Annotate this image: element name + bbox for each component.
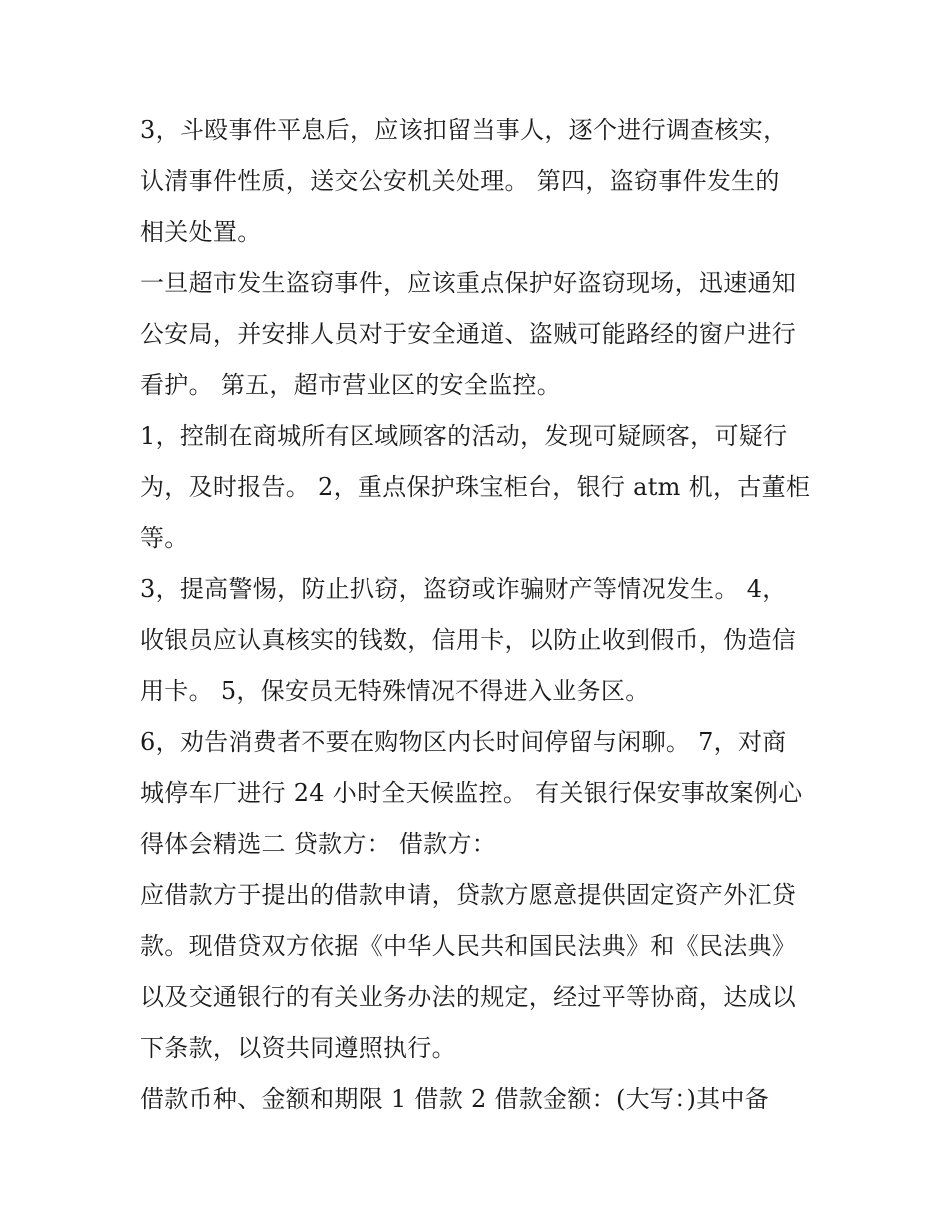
text-line: 下条款，以资共同遵照执行。 (140, 1034, 456, 1062)
text-line: 得体会精选二 贷款方： 借款方： (140, 830, 497, 858)
text-line: 3，斗殴事件平息后，应该扣留当事人，逐个进行调查核实， (140, 116, 788, 144)
document-body (140, 105, 830, 1125)
text-line: 以及交通银行的有关业务办法的规定，经过平等协商，达成以 (140, 983, 797, 1011)
text-line: 认清事件性质，送交公安机关处理。 第四，盗窃事件发生的 (140, 167, 780, 195)
paragraph-5 (140, 717, 830, 870)
text-line: 相关处置。 (140, 218, 262, 246)
text-line: 看护。 第五，超市营业区的安全监控。 (140, 371, 562, 399)
paragraph-1 (140, 105, 830, 258)
text-line: 公安局，并安排人员对于安全通道、盗贼可能路经的窗户进行 (140, 320, 797, 348)
paragraph-4 (140, 564, 830, 717)
text-line: 6，劝告消费者不要在购物区内长时间停留与闲聊。 7，对商 (140, 728, 787, 756)
text-line: 应借款方于提出的借款申请，贷款方愿意提供固定资产外汇贷 (140, 881, 797, 909)
text-line: 一旦超市发生盗窃事件，应该重点保护好盗窃现场，迅速通知 (140, 269, 797, 297)
paragraph-6 (140, 870, 830, 1074)
paragraph-2 (140, 258, 830, 411)
paragraph-3 (140, 411, 830, 564)
text-line: 3，提高警惕，防止扒窃，盗窃或诈骗财产等情况发生。 4， (140, 575, 787, 603)
text-line: 为，及时报告。 2，重点保护珠宝柜台，银行 atm 机，古董柜 (140, 473, 811, 501)
text-line: 借款币种、金额和期限 1 借款 2 借款金额：(大写：)其中备 (140, 1085, 770, 1113)
paragraph-7 (140, 1074, 830, 1125)
text-line: 城停车厂进行 24 小时全天候监控。 有关银行保安事故案例心 (140, 779, 803, 807)
text-line: 等。 (140, 524, 189, 552)
text-line: 款。现借贷双方依据《中华人民共和国民法典》和《民法典》 (140, 932, 797, 960)
text-line: 1，控制在商城所有区域顾客的活动，发现可疑顾客，可疑行 (140, 422, 788, 450)
text-line: 收银员应认真核实的钱数，信用卡，以防止收到假币，伪造信 (140, 626, 797, 654)
text-line: 用卡。 5，保安员无特殊情况不得进入业务区。 (140, 677, 650, 705)
